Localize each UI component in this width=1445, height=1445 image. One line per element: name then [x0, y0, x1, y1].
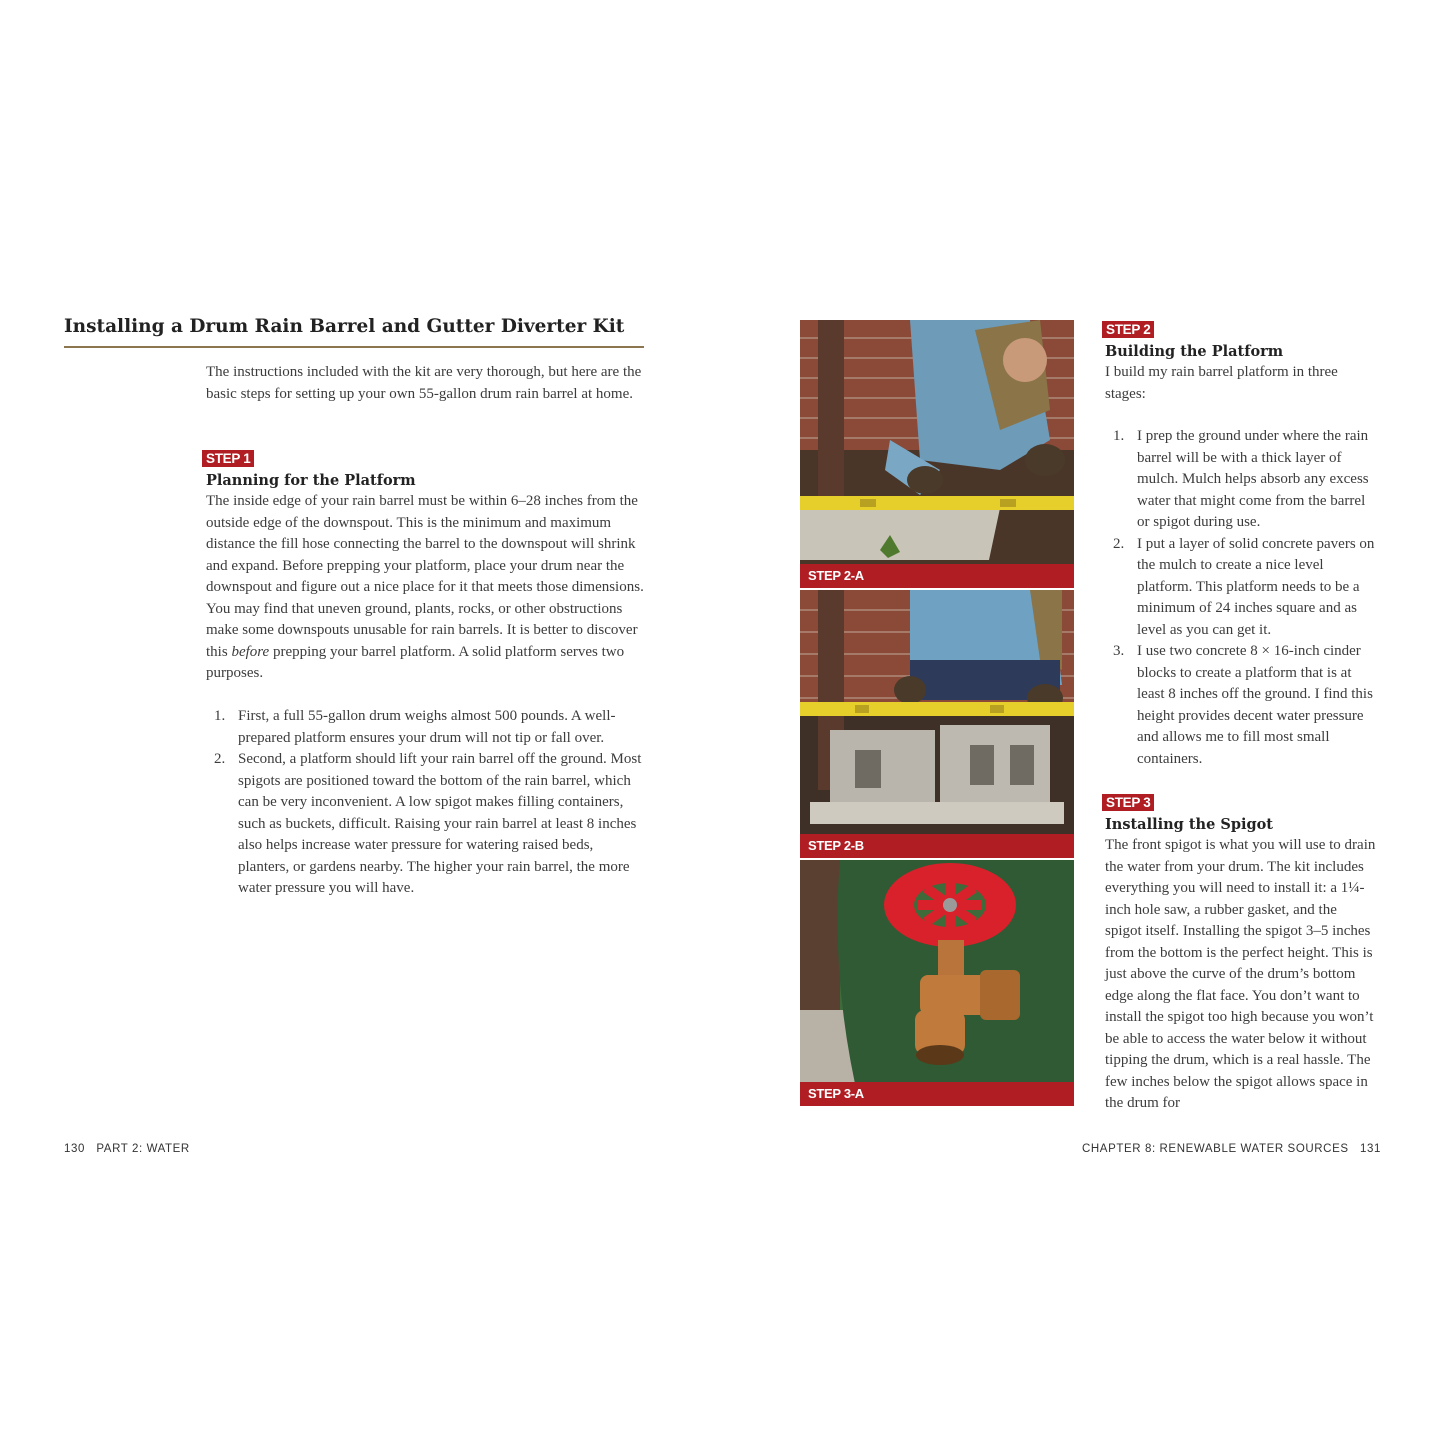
step3-heading: Installing the Spigot	[1105, 816, 1273, 833]
step2-heading: Building the Platform	[1105, 343, 1284, 360]
photo-step-2a-image	[800, 320, 1074, 588]
photo-step-3a	[800, 860, 1074, 1106]
page-number: 131	[1360, 1143, 1382, 1155]
caption-bar	[800, 564, 1074, 588]
photo-step-2a	[800, 320, 1074, 588]
step2-badge-label: STEP 2	[1102, 321, 1154, 338]
list-item: 3. I use two concrete 8 × 16-inch cinder blocks to create a platform that is at least 8 inches off the ground. I find this height provides decent water pressure and allows me to fill most small containers.	[1113, 643, 1373, 767]
running-head: CHAPTER 8: RENEWABLE WATER SOURCES	[1082, 1143, 1349, 1155]
step3-badge-label: STEP 3	[1102, 794, 1154, 811]
photo-caption: STEP 2-B	[808, 838, 864, 853]
caption-bar	[800, 834, 1074, 858]
photo-step-3a-image	[800, 860, 1074, 1106]
step1-badge	[202, 450, 254, 468]
step1-list	[206, 706, 644, 900]
left-footer	[64, 1143, 190, 1155]
right-footer	[1082, 1143, 1381, 1155]
page-number: 130	[64, 1143, 85, 1155]
step3-paragraph: The front spigot is what you will use to drain the water from your drum. The kit includes everything you will need to install it: a 1¼-inch hole saw, a rubber gasket, and the spigot itself. Installing the spigot 3–5 inches from the bottom is the perfect height. This is just above the curve of the drum’s bottom edge along the flat face. You don’t want to install the spigot too high because you won’t be able to access the water below it without tipping the drum, which is a real hassle. The few inches below the spigot allows space in the drum for	[1105, 837, 1376, 1111]
section-title: Installing a Drum Rain Barrel and Gutter Diverter Kit	[64, 316, 644, 348]
photo-caption: STEP 3-A	[808, 1086, 864, 1101]
step1-paragraph: The inside edge of your rain barrel must be within 6–28 inches from the outside edge of the downspout. This is the minimum and maximum distance the fill hose connecting the barrel to the downspout will shrink and expand. Before prepping your platform, place your drum near the downspout and figure out a nice place for it that meets those dimensions. You may find that uneven ground, plants, rocks, or other obstructions make some downspouts unusable for rain barrels. It is better to discover this before prepping your barrel platform. A solid platform serves two purposes.	[206, 493, 644, 681]
photo-step-2b-image	[800, 590, 1074, 858]
step2-badge	[1102, 321, 1154, 339]
photo-caption: STEP 2-A	[808, 568, 864, 583]
running-head: PART 2: WATER	[96, 1143, 190, 1155]
step2-list	[1105, 426, 1381, 770]
list-item: 2. I put a layer of solid concrete pavers on the mulch to create a nice level platform. This platform needs to be a minimum of 24 inches square and as level as you can get it.	[1113, 535, 1375, 638]
step2-intro: I build my rain barrel platform in three stages:	[1105, 364, 1338, 402]
step1-heading: Planning for the Platform	[206, 472, 416, 489]
list-item: 2. Second, a platform should lift your rain barrel off the ground. Most spigots are positioned toward the bottom of the rain barrel, which can be very inconvenient. A low spigot makes filling containers, such as buckets, difficult. Raising your rain barrel at least 8 inches also helps increase water pressure for watering raised beds, planters, or gardens nearby. The higher your rain barrel, the more water pressure you will have.	[214, 751, 642, 896]
step3-badge	[1102, 794, 1154, 812]
step1-badge-label: STEP 1	[202, 450, 254, 467]
list-item: 1. I prep the ground under where the rain barrel will be with a thick layer of mulch. Mulch helps absorb any excess water that might come from the barrel or spigot during use.	[1113, 428, 1369, 530]
list-item: 1. First, a full 55-gallon drum weighs almost 500 pounds. A well-prepared platform ensures your drum will not tip or fall over.	[214, 708, 616, 746]
intro-paragraph: The instructions included with the kit are very thorough, but here are the basic steps for setting up your own 55-gallon drum rain barrel at home.	[206, 364, 642, 402]
photo-step-2b	[800, 590, 1074, 858]
caption-bar	[800, 1082, 1074, 1106]
